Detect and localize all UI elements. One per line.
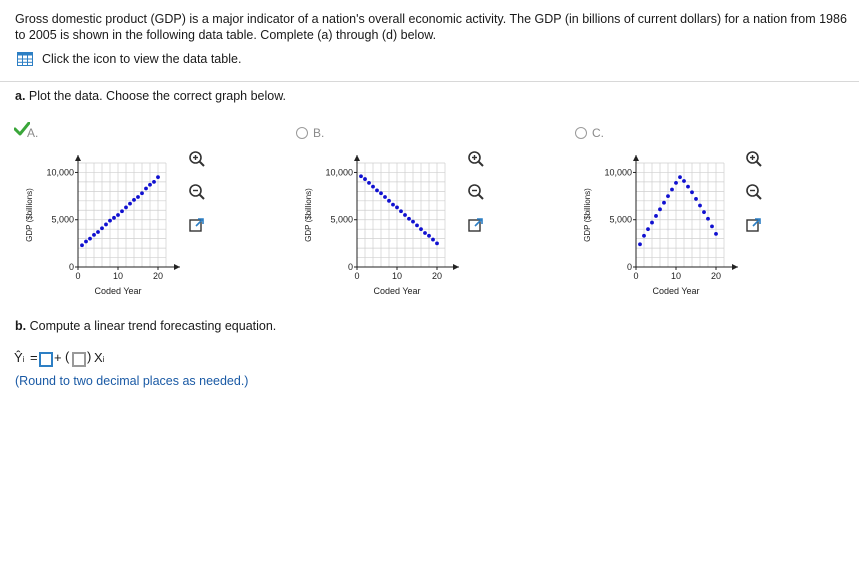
data-point	[136, 195, 140, 199]
rounding-note: (Round to two decimal places as needed.)	[15, 374, 249, 388]
data-point	[96, 230, 100, 234]
slope-input[interactable]	[72, 352, 86, 367]
data-point	[411, 220, 415, 224]
x-tick-label: 20	[710, 271, 722, 281]
data-point	[363, 177, 367, 181]
data-point	[383, 195, 387, 199]
data-point	[646, 227, 650, 231]
x-tick-label: 10	[391, 271, 403, 281]
data-point	[710, 224, 714, 228]
data-point	[104, 223, 108, 227]
data-point	[375, 189, 379, 193]
graph-c-tools	[745, 150, 767, 249]
part-b-label: b.	[15, 319, 27, 333]
data-point	[403, 213, 407, 217]
data-point	[128, 202, 132, 206]
data-point	[435, 241, 439, 245]
data-point	[120, 209, 124, 213]
zoom-out-icon[interactable]	[188, 183, 206, 201]
x-axis-label: Coded Year	[652, 286, 700, 296]
data-table-link[interactable]	[17, 52, 241, 66]
open-graph-icon[interactable]	[467, 216, 485, 234]
y-axis-arrow	[633, 155, 639, 161]
zoom-in-icon[interactable]	[188, 150, 206, 168]
data-point	[431, 238, 435, 242]
data-point	[662, 201, 666, 205]
x-tick-label: 0	[75, 271, 81, 281]
option-c[interactable]	[575, 126, 604, 140]
x-tick-label: 0	[633, 271, 639, 281]
x-axis-label: Coded Year	[94, 286, 142, 296]
problem-intro: Gross domestic product (GDP) is a major indicator of a nation's overall economic activity. The GDP (in billions of current dollars) for a nation from 1986 to 2005 is shown in the following data table. Complete (a) through (d) below.	[15, 12, 847, 42]
option-b[interactable]	[296, 126, 324, 140]
part-a-prompt	[15, 89, 286, 103]
y-tick-label: 0	[347, 262, 353, 272]
data-point	[407, 217, 411, 221]
zoom-in-icon[interactable]	[467, 150, 485, 168]
data-point	[367, 181, 371, 185]
data-point	[650, 221, 654, 225]
data-point	[144, 187, 148, 191]
x-tick-label: 10	[670, 271, 682, 281]
option-c-radio[interactable]	[575, 127, 587, 139]
zoom-in-icon[interactable]	[745, 150, 763, 168]
data-point	[140, 191, 144, 195]
option-b-radio[interactable]	[296, 127, 308, 139]
data-point	[108, 219, 112, 223]
data-point	[152, 180, 156, 184]
option-a[interactable]	[27, 126, 38, 140]
graph-option-b	[299, 145, 464, 305]
data-point	[419, 227, 423, 231]
y-axis-arrow	[354, 155, 360, 161]
y-tick-label: 10,000	[46, 167, 74, 178]
data-point	[698, 204, 702, 208]
intercept-input[interactable]	[39, 352, 53, 367]
data-point	[116, 213, 120, 217]
part-b-prompt	[15, 319, 276, 333]
y-tick-label: 0	[626, 262, 632, 272]
data-point	[682, 179, 686, 183]
data-point	[359, 174, 363, 178]
data-point	[674, 181, 678, 185]
part-a-label: a.	[15, 89, 26, 103]
open-graph-icon[interactable]	[745, 216, 763, 234]
data-table-icon[interactable]	[17, 52, 33, 66]
x-axis-arrow	[174, 264, 180, 270]
part-b-text: Compute a linear trend forecasting equation.	[29, 319, 277, 333]
graph-option-a	[20, 145, 185, 305]
data-point	[670, 188, 674, 192]
x-tick-label: 10	[112, 271, 124, 281]
equation-plus: +	[54, 350, 62, 365]
data-point	[371, 185, 375, 189]
data-point	[690, 190, 694, 194]
data-point	[148, 183, 152, 187]
zoom-out-icon[interactable]	[745, 183, 763, 201]
data-point	[666, 194, 670, 198]
x-tick-label: 20	[152, 271, 164, 281]
data-point	[423, 231, 427, 235]
data-point	[638, 242, 642, 246]
y-axis-arrow	[75, 155, 81, 161]
part-a-text: Plot the data. Choose the correct graph below.	[28, 89, 287, 103]
data-point	[694, 197, 698, 201]
data-point	[714, 232, 718, 236]
data-point	[387, 199, 391, 203]
y-tick-label: 0	[68, 262, 74, 272]
data-point	[427, 234, 431, 238]
equation-x: Xi	[94, 350, 105, 365]
data-point	[379, 191, 383, 195]
data-point	[642, 234, 646, 238]
graph-a-tools	[188, 150, 210, 249]
option-c-label[interactable]: C.	[592, 126, 604, 140]
graph-option-c	[578, 145, 743, 305]
open-graph-icon[interactable]	[188, 216, 206, 234]
data-point	[678, 175, 682, 179]
section-divider	[0, 81, 859, 82]
data-point	[654, 214, 658, 218]
y-tick-label: 5,000	[609, 214, 632, 225]
equation-lhs: Ŷi	[14, 350, 25, 365]
y-axis-label: GDP ($billions)	[25, 188, 34, 242]
data-point	[399, 209, 403, 213]
equation-open-paren: (	[65, 349, 70, 364]
data-point	[88, 237, 92, 241]
data-point	[132, 198, 136, 202]
data-point	[124, 206, 128, 210]
data-point	[415, 224, 419, 228]
x-axis-label: Coded Year	[373, 286, 421, 296]
y-axis-label: GDP ($billions)	[583, 188, 592, 242]
y-tick-label: 5,000	[330, 214, 353, 225]
data-point	[84, 240, 88, 244]
data-point	[391, 203, 395, 207]
data-point	[156, 175, 160, 179]
data-table-link-label[interactable]: Click the icon to view the data table.	[42, 52, 242, 66]
x-tick-label: 20	[431, 271, 443, 281]
option-a-label[interactable]: A.	[27, 126, 39, 140]
graph-b-tools	[467, 150, 489, 249]
data-point	[706, 217, 710, 221]
x-axis-arrow	[453, 264, 459, 270]
data-point	[100, 226, 104, 230]
x-tick-label: 0	[354, 271, 360, 281]
equation-equals: =	[30, 350, 38, 365]
x-axis-arrow	[732, 264, 738, 270]
y-axis-label: GDP ($billions)	[304, 188, 313, 242]
data-point	[702, 210, 706, 214]
option-b-label[interactable]: B.	[313, 126, 325, 140]
y-tick-label: 5,000	[51, 214, 74, 225]
data-point	[80, 243, 84, 247]
equation-close-paren: )	[87, 349, 92, 364]
y-tick-label: 10,000	[325, 167, 353, 178]
y-tick-label: 10,000	[604, 167, 632, 178]
data-point	[92, 233, 96, 237]
data-point	[658, 207, 662, 211]
data-point	[112, 216, 116, 220]
zoom-out-icon[interactable]	[467, 183, 485, 201]
data-point	[686, 185, 690, 189]
data-point	[395, 206, 399, 210]
